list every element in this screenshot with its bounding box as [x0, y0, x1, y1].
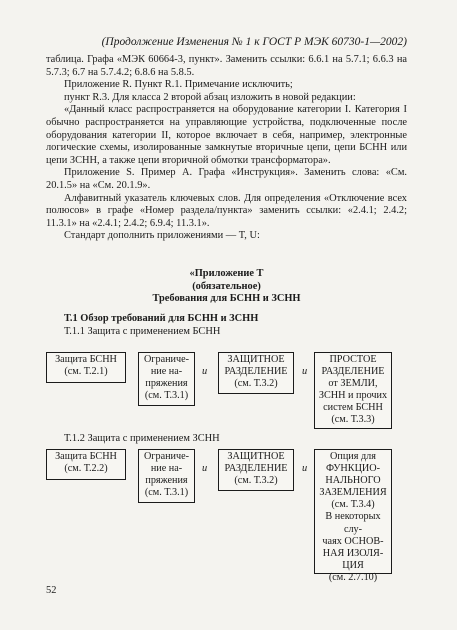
appendix-status: (обязательное) — [192, 280, 261, 292]
diagram1-connector: и — [202, 366, 208, 377]
diagram1-box-simple-separation: ПРОСТОЕ РАЗДЕЛЕНИЕ от ЗЕМЛИ, ЗСНН и прочих систем БСНН (см. Т.3.3) — [314, 352, 392, 429]
body-text — [46, 54, 407, 243]
paragraph: Приложение S. Пример А. Графа «Инструкция». Заменить слова: «См. 20.1.5» на «См. 20.1.9». — [46, 167, 407, 191]
paragraph: Стандарт дополнить приложениями — T, U: — [64, 230, 260, 242]
diagram1-connector: и — [302, 366, 308, 377]
diagram1-box-protection: Защита БСНН (см. Т.2.1) — [46, 352, 126, 383]
diagram2-box-voltage-limit: Ограниче- ние на- пряжения (см. Т.3.1) — [138, 449, 195, 503]
appendix-heading — [46, 268, 407, 306]
subsection-title: Т.1.1 Защита с применением БСНН — [64, 326, 221, 337]
paragraph: Приложение R. Пункт R.1. Примечание исключить; — [64, 79, 293, 91]
diagram1-box-protective-separation: ЗАЩИТНОЕ РАЗДЕЛЕНИЕ (см. Т.3.2) — [218, 352, 294, 394]
diagram1-box-voltage-limit: Ограниче- ние на- пряжения (см. Т.3.1) — [138, 352, 195, 406]
diagram2-box-protection: Защита БСНН (см. Т.2.2) — [46, 449, 126, 480]
paragraph: Алфавитный указатель ключевых слов. Для определения «Отключение всех полюсов» в графе «Номер раздела/пункта» заменить ссылки: «2.4.1; 2.4.2; 11.3.1» на «2.4.1; 2.4.2; 6.9.4; 11.3.1». — [46, 192, 407, 229]
appendix-name: Требования для БСНН и ЗСНН — [152, 293, 301, 304]
diagram2-box-protective-separation: ЗАЩИТНОЕ РАЗДЕЛЕНИЕ (см. Т.3.2) — [218, 449, 294, 491]
page-number: 52 — [46, 585, 57, 596]
diagram2-box-functional-earthing: Опция для ФУНКЦИО- НАЛЬНОГО ЗАЗЕМЛЕНИЯ (см. Т.3.4) В некоторых слу- чаях ОСНОВ- НАЯ ИЗОЛЯ- ЦИЯ (см. 2.7.10) — [314, 449, 392, 574]
paragraph: таблица. Графа «МЭК 60664-3, пункт». Заменить ссылки: 6.6.1 на 5.7.1; 6.6.3 на 5.7.3; 6.7 на 5.7.4.2; 6.8.6 на 5.8.5. — [46, 54, 407, 78]
subsection-title: Т.1.2 Защита с применением ЗСНН — [64, 433, 220, 444]
paragraph: «Данный класс распространяется на оборудование категории I. Категория I обычно распространяется на управляющие устройства, подключенные после оборудования категории II, которое включает в себя, например, электронные логические схемы, изолированные замкнутые вторичные цепи, цепи БСНН или цепи ЗСНН, а также цепи вторичной обмотки трансформатора». — [46, 104, 407, 166]
page-header: (Продолжение Изменения № 1 к ГОСТ Р МЭК 60730-1—2002) — [101, 36, 407, 48]
appendix-title: «Приложение Т — [189, 268, 264, 279]
paragraph: пункт R.3. Для класса 2 второй абзац изложить в новой редакции: — [64, 91, 356, 103]
diagram2-connector: и — [302, 463, 308, 474]
section-title: Т.1 Обзор требований для БСНН и ЗСНН — [64, 313, 259, 324]
diagram2-connector: и — [202, 463, 208, 474]
